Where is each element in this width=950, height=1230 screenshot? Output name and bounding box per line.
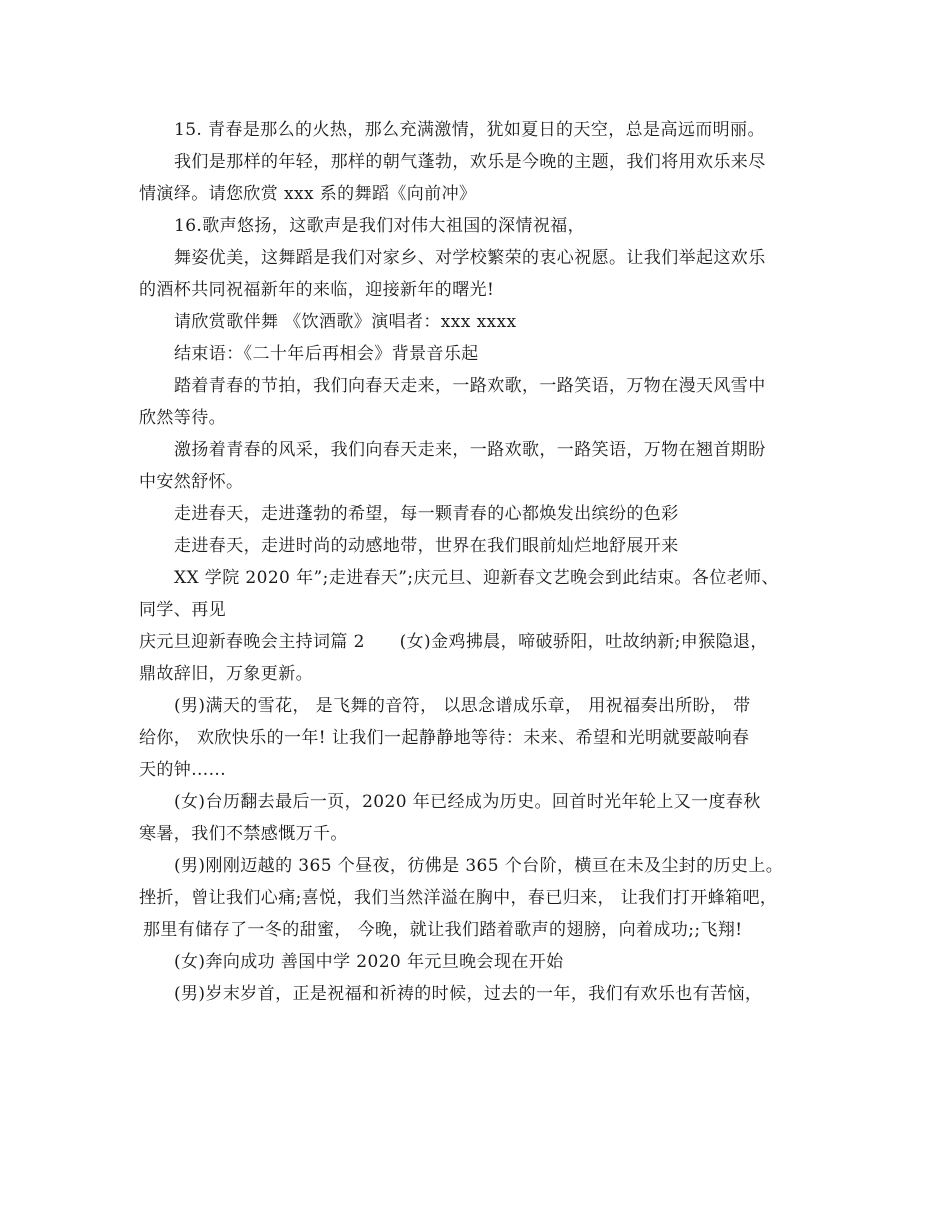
text-line: 结束语：《二十年后再相会》背景音乐起	[174, 344, 479, 364]
text-line: 激扬着青春的风采，我们向春天走来，一路欢歌，一路笑语，万物在翘首期盼	[174, 440, 766, 460]
text-line: 欣然等待。	[139, 408, 226, 428]
text-line: 庆元旦迎新春晚会主持词篇 2 (女)金鸡拂晨，啼破骄阳，吐故纳新;申猴隐退，	[139, 632, 768, 652]
document-body	[139, 114, 819, 1010]
text-line: 情演绎。请您欣赏 xxx 系的舞蹈《向前冲》	[139, 184, 477, 204]
text-line: 给你， 欢欣快乐的一年! 让我们一起静静地等待：未来、希望和光明就要敲响春	[139, 728, 750, 748]
text-line: 寒暑，我们不禁感慨万千。	[139, 824, 348, 844]
text-line: (男)满天的雪花， 是飞舞的音符， 以思念谱成乐章， 用祝福奏出所盼， 带	[174, 696, 751, 716]
text-line: 那里有储存了一冬的甜蜜， 今晚，就让我们踏着歌声的翅膀，向着成功;;飞翔!	[143, 920, 743, 940]
text-line: 舞姿优美，这舞蹈是我们对家乡、对学校繁荣的衷心祝愿。让我们举起这欢乐	[174, 248, 766, 268]
text-line: 走进春天，走进时尚的动感地带，世界在我们眼前灿烂地舒展开来	[174, 536, 679, 556]
text-line: XX 学院 2020 年”;走进春天”;庆元旦、迎新春文艺晚会到此结束。各位老师、	[174, 568, 779, 588]
text-line: 踏着青春的节拍，我们向春天走来，一路欢歌，一路笑语，万物在漫天风雪中	[174, 376, 766, 396]
text-line: 15. 青春是那么的火热，那么充满激情，犹如夏日的天空，总是高远而明丽。	[174, 120, 765, 140]
text-line: 16.歌声悠扬，这歌声是我们对伟大祖国的深情祝福，	[174, 216, 586, 236]
text-line: (女)台历翻去最后一页，2020 年已经成为历史。回首时光年轮上又一度春秋	[174, 792, 761, 812]
text-line: 挫折，曾让我们心痛;喜悦，我们当然洋溢在胸中，春已归来， 让我们打开蜂箱吧，	[139, 888, 778, 908]
text-line: 的酒杯共同祝福新年的来临，迎接新年的曙光!	[139, 280, 495, 300]
text-line: 请欣赏歌伴舞 《饮酒歌》演唱者：xxx xxxx	[174, 312, 517, 332]
text-line: 同学、再见	[139, 600, 226, 620]
text-line: 中安然舒怀。	[139, 472, 244, 492]
text-line: (女)奔向成功 善国中学 2020 年元旦晚会现在开始	[174, 952, 564, 972]
text-line: 鼎故辞旧，万象更新。	[139, 664, 313, 684]
text-line: 我们是那样的年轻，那样的朝气蓬勃，欢乐是今晚的主题，我们将用欢乐来尽	[174, 152, 766, 172]
text-line: (男)岁末岁首，正是祝福和祈祷的时候，过去的一年，我们有欢乐也有苦恼，	[174, 984, 763, 1004]
text-line: 天的钟......	[139, 760, 227, 780]
text-line: (男)刚刚迈越的 365 个昼夜，彷佛是 365 个台阶，横亘在未及尘封的历史上。	[174, 856, 784, 876]
text-line: 走进春天，走进蓬勃的希望，每一颗青春的心都焕发出缤纷的色彩	[174, 504, 679, 524]
